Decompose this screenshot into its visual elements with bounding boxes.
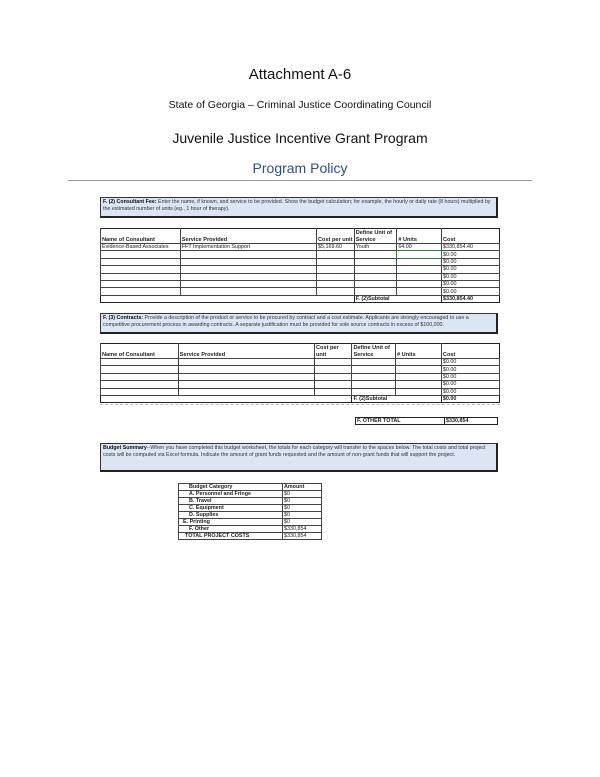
amount-cell[interactable]: $0 <box>283 491 322 498</box>
table-cell[interactable] <box>101 258 181 265</box>
table-cell[interactable] <box>101 359 179 366</box>
table-cell[interactable] <box>354 288 397 295</box>
table-cell[interactable] <box>352 359 396 366</box>
table-row <box>101 280 500 287</box>
column-header: Service Provided <box>180 229 316 244</box>
column-header: # Units <box>395 344 441 359</box>
column-header: Cost <box>441 344 499 359</box>
table-row <box>101 359 500 366</box>
table-cell[interactable] <box>316 266 354 273</box>
summary-heading: Budget Summary <box>103 445 147 451</box>
table-cell[interactable] <box>397 251 442 258</box>
table-cell[interactable]: $0.00 <box>441 366 499 373</box>
summary-instructions: --When you have completed this budget worksheet, the totals for each category will transfer to the spaces below. The total costs and total project costs will be computed via Excel formula. Indicate the amount of grant funds requested and the amount of non-grant funds that will support the project. <box>103 445 486 458</box>
category-cell: A. Personnel and Fringe <box>179 491 283 498</box>
table-row <box>179 519 322 526</box>
table-cell[interactable] <box>180 288 316 295</box>
table-header-row <box>101 344 500 359</box>
table-cell[interactable] <box>315 373 352 380</box>
table-cell[interactable] <box>101 273 181 280</box>
amount-cell[interactable]: $0 <box>283 512 322 519</box>
f2-instructions: Enter the name, if known, and service to be provided. Show the budget calculation; for example, the hourly or daily rate (8 hours) multiplied by the estimated number of units (eg., 1 hour of therapy). <box>103 199 491 212</box>
table-cell[interactable] <box>180 280 316 287</box>
table-cell[interactable] <box>315 381 352 388</box>
table-cell[interactable] <box>316 251 354 258</box>
table-cell[interactable] <box>178 381 314 388</box>
budget-summary-table <box>178 483 322 540</box>
table-row <box>101 273 500 280</box>
table-row <box>179 491 322 498</box>
table-cell[interactable]: $0.00 <box>441 273 499 280</box>
summary-instructions-box <box>100 443 498 472</box>
table-cell[interactable] <box>178 366 314 373</box>
column-header: Name of Consultant <box>101 229 181 244</box>
subtotal-value: $330,854.40 <box>441 295 499 302</box>
table-cell[interactable] <box>315 366 352 373</box>
subtotal-value: $0.00 <box>441 395 499 402</box>
amount-cell[interactable]: $0 <box>283 505 322 512</box>
table-header-row <box>101 229 500 244</box>
table-cell[interactable] <box>180 266 316 273</box>
column-header: Name of Consultant <box>101 344 179 359</box>
table-cell[interactable]: Evidence-Based Associates <box>101 244 181 251</box>
amount-cell[interactable]: $330,854 <box>283 526 322 533</box>
table-row <box>179 512 322 519</box>
table-cell[interactable] <box>395 388 441 395</box>
table-cell[interactable]: Youth <box>354 244 397 251</box>
other-total-table <box>355 417 498 425</box>
table-cell[interactable]: FFT Implementation Support <box>180 244 316 251</box>
table-cell[interactable] <box>397 258 442 265</box>
table-cell[interactable] <box>101 373 179 380</box>
column-header: Cost <box>441 229 499 244</box>
amount-cell[interactable]: $330,854 <box>283 533 322 540</box>
table-cell[interactable] <box>397 273 442 280</box>
table-cell[interactable] <box>316 273 354 280</box>
column-header: Define Unit of Service <box>354 229 397 244</box>
table-cell[interactable] <box>354 266 397 273</box>
other-total-label: F. OTHER TOTAL <box>356 418 445 425</box>
table-cell[interactable] <box>354 251 397 258</box>
header-divider <box>68 180 532 181</box>
subtotal-label: F. (2)Subtotal <box>352 395 441 402</box>
table-row <box>179 498 322 505</box>
subtotal-row <box>101 295 500 302</box>
column-header: Service Provided <box>178 344 314 359</box>
table-cell[interactable] <box>395 359 441 366</box>
agency-name: State of Georgia – Criminal Justice Coordinating Council <box>168 99 432 111</box>
table-cell[interactable]: $0.00 <box>441 359 499 366</box>
amount-cell[interactable]: $0 <box>283 498 322 505</box>
table-cell[interactable]: $5,169.60 <box>316 244 354 251</box>
f3-heading: F. (3) Contracts: <box>103 315 144 321</box>
table-cell[interactable] <box>316 280 354 287</box>
table-cell[interactable]: $330,854.40 <box>441 244 499 251</box>
column-header: Cost per unit <box>316 229 354 244</box>
table-cell[interactable] <box>101 388 179 395</box>
column-header: Amount <box>283 484 322 491</box>
table-cell[interactable] <box>352 388 396 395</box>
table-row <box>101 266 500 273</box>
table-cell[interactable] <box>180 273 316 280</box>
table-cell[interactable] <box>316 288 354 295</box>
table-cell[interactable]: 64.00 <box>397 244 442 251</box>
table-cell[interactable] <box>178 388 314 395</box>
table-cell[interactable] <box>180 258 316 265</box>
table-cell[interactable]: $0.00 <box>441 266 499 273</box>
table-row <box>179 533 322 540</box>
category-cell: C. Equipment <box>179 505 283 512</box>
table-row <box>101 251 500 258</box>
table-row <box>101 258 500 265</box>
table-cell[interactable] <box>352 381 396 388</box>
subtotal-row <box>101 395 500 402</box>
category-cell: F. Other <box>179 526 283 533</box>
table-cell[interactable]: $0.00 <box>441 373 499 380</box>
table-cell[interactable] <box>397 266 442 273</box>
table-cell[interactable] <box>101 381 179 388</box>
amount-cell[interactable]: $0 <box>283 519 322 526</box>
table-cell[interactable]: $0.00 <box>441 381 499 388</box>
column-header: # Units <box>397 229 442 244</box>
table-cell[interactable]: $0.00 <box>441 251 499 258</box>
table-row <box>101 288 500 295</box>
table-cell[interactable] <box>101 280 181 287</box>
table-cell[interactable] <box>101 288 181 295</box>
other-total-value: $330,854 <box>445 418 498 425</box>
table-cell[interactable]: $0.00 <box>441 288 499 295</box>
table-row <box>101 373 500 380</box>
column-header: Define Unit of Service <box>352 344 396 359</box>
table-cell[interactable]: $0.00 <box>441 258 499 265</box>
column-header: Budget Category <box>179 484 283 491</box>
table-cell[interactable] <box>315 388 352 395</box>
table-cell[interactable] <box>315 359 352 366</box>
empty-cell <box>101 295 355 302</box>
category-cell: TOTAL PROJECT COSTS <box>179 533 283 540</box>
table-row <box>101 244 500 251</box>
table-cell[interactable] <box>395 381 441 388</box>
empty-cell <box>101 395 352 402</box>
category-cell: D. Supplies <box>179 512 283 519</box>
category-cell: E. Printing <box>179 519 283 526</box>
f2-instructions-box <box>100 197 498 218</box>
table-cell[interactable] <box>352 366 396 373</box>
attachment-title: Attachment A-6 <box>248 66 352 83</box>
table-cell[interactable]: $0.00 <box>441 388 499 395</box>
table-header-row <box>179 484 322 491</box>
table-row <box>179 505 322 512</box>
table-cell[interactable] <box>352 373 396 380</box>
table-cell[interactable] <box>354 280 397 287</box>
table-cell[interactable] <box>354 258 397 265</box>
table-cell[interactable] <box>101 251 181 258</box>
table-cell[interactable]: $0.00 <box>441 280 499 287</box>
table-cell[interactable] <box>101 266 181 273</box>
table-row <box>101 388 500 395</box>
table-row <box>101 381 500 388</box>
column-header: Cost per unit <box>315 344 352 359</box>
category-cell: B. Travel <box>179 498 283 505</box>
f2-heading: F. (2) Consultant Fee: <box>103 199 157 205</box>
table-cell[interactable] <box>180 251 316 258</box>
table-cell[interactable] <box>354 273 397 280</box>
table-cell[interactable] <box>178 373 314 380</box>
section-divider <box>100 404 500 405</box>
f3-instructions: Provide a description of the product or service to be procured by contract and a cost estimate. Applicants are strongly encouraged to use a competitive procurement process in awarding contracts. A separate justification must be provided for sole source contracts in excess of $100,000. <box>103 315 469 328</box>
table-cell[interactable] <box>101 366 179 373</box>
program-title: Juvenile Justice Incentive Grant Program <box>172 130 428 146</box>
table-row <box>179 526 322 533</box>
f3-instructions-box <box>100 313 498 334</box>
table-cell[interactable] <box>397 288 442 295</box>
policy-title: Program Policy <box>252 160 348 176</box>
table-cell[interactable] <box>397 280 442 287</box>
subtotal-label: F. (2)Subtotal <box>354 295 441 302</box>
table-row <box>101 366 500 373</box>
table-cell[interactable] <box>316 258 354 265</box>
table-cell[interactable] <box>178 359 314 366</box>
table-cell[interactable] <box>395 366 441 373</box>
consultant-fee-table <box>100 228 500 303</box>
table-cell[interactable] <box>395 373 441 380</box>
contracts-table <box>100 343 500 403</box>
